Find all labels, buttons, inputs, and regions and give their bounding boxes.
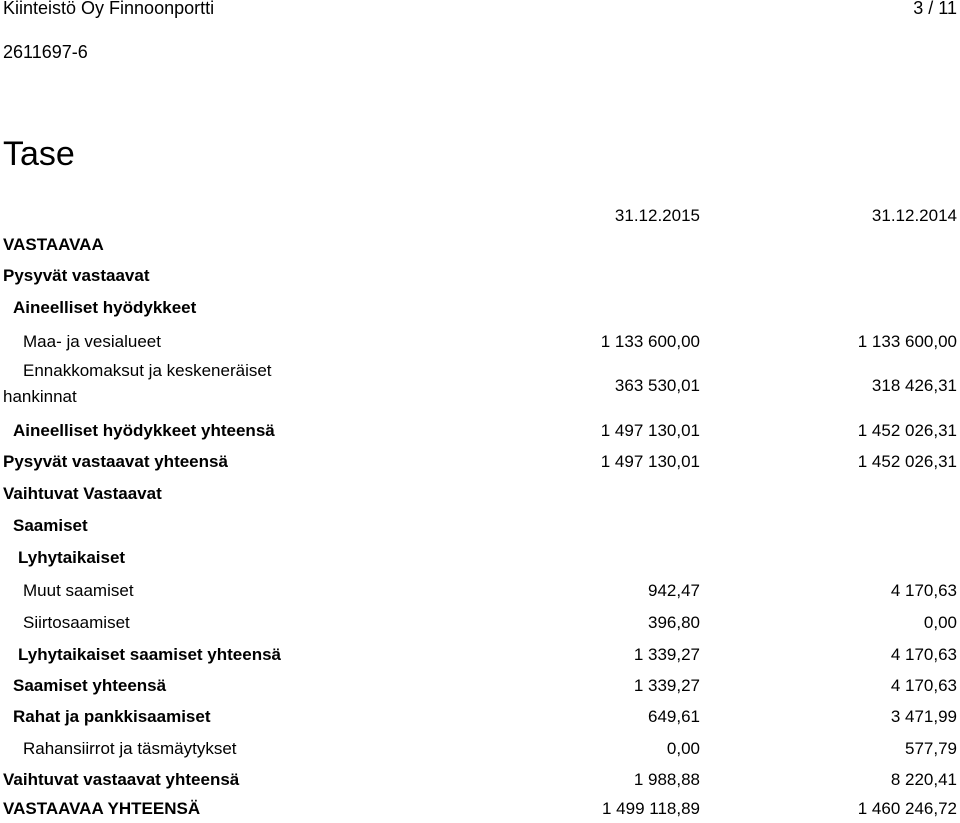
row-label: Lyhytaikaiset <box>18 548 126 567</box>
column-header-2015: 31.12.2015 <box>614 206 700 225</box>
table-row <box>0 235 960 265</box>
value-2014: 1 452 026,31 <box>857 421 957 440</box>
value-2015: 363 530,01 <box>614 376 700 395</box>
table-row <box>0 707 960 737</box>
table-row <box>0 266 960 296</box>
value-2014: 318 426,31 <box>871 376 957 395</box>
value-2015: 1 339,27 <box>633 676 700 695</box>
row-label: Rahat ja pankkisaamiset <box>13 707 211 726</box>
value-2015: 1 497 130,01 <box>600 421 700 440</box>
table-row <box>0 676 960 706</box>
value-2014: 0,00 <box>923 613 957 632</box>
table-row <box>0 484 960 514</box>
value-2014: 3 471,99 <box>890 707 957 726</box>
row-label: Ennakkomaksut ja keskeneräiset <box>23 361 272 380</box>
table-row <box>0 548 960 578</box>
table-row <box>0 799 960 823</box>
value-2015: 1 339,27 <box>633 645 700 664</box>
table-row <box>0 770 960 800</box>
value-2014: 8 220,41 <box>890 770 957 789</box>
row-label: Pysyvät vastaavat <box>3 266 150 285</box>
row-label: Saamiset <box>13 516 88 535</box>
company-name: Kiinteistö Oy Finnoonportti <box>3 0 215 18</box>
page-title: Tase <box>3 135 75 173</box>
table-row <box>0 613 960 643</box>
value-2015: 1 499 118,89 <box>602 799 700 818</box>
table-row <box>0 332 960 362</box>
table-row <box>0 645 960 675</box>
row-label: VASTAAVAA YHTEENSÄ <box>3 799 201 818</box>
business-id: 2611697-6 <box>3 42 88 62</box>
table-row <box>0 421 960 451</box>
row-label: Aineelliset hyödykkeet yhteensä <box>13 421 275 440</box>
row-label-continued: hankinnat <box>3 387 77 406</box>
value-2014: 4 170,63 <box>890 676 957 695</box>
row-label: Siirtosaamiset <box>23 613 130 632</box>
value-2015: 942,47 <box>648 581 700 600</box>
table-row <box>0 452 960 482</box>
row-label: Vaihtuvat Vastaavat <box>3 484 162 503</box>
value-2015: 396,80 <box>648 613 700 632</box>
row-label: Maa- ja vesialueet <box>23 332 161 351</box>
value-2015: 1 133 600,00 <box>600 332 700 351</box>
value-2015: 0,00 <box>666 739 700 758</box>
page-number: 3 / 11 <box>913 0 957 18</box>
table-row <box>0 581 960 611</box>
table-row <box>0 298 960 328</box>
value-2015: 649,61 <box>648 707 700 726</box>
value-2014: 577,79 <box>905 739 957 758</box>
table-row <box>0 739 960 769</box>
row-label: Lyhytaikaiset saamiset yhteensä <box>18 645 282 664</box>
column-header-2014: 31.12.2014 <box>871 206 957 225</box>
row-label: Rahansiirrot ja täsmäytykset <box>23 739 237 758</box>
row-label: Muut saamiset <box>23 581 134 600</box>
value-2015: 1 497 130,01 <box>600 452 700 471</box>
row-label: Aineelliset hyödykkeet <box>13 298 197 317</box>
table-row <box>0 361 960 409</box>
value-2015: 1 988,88 <box>633 770 700 789</box>
value-2014: 4 170,63 <box>890 645 957 664</box>
row-label: Pysyvät vastaavat yhteensä <box>3 452 228 471</box>
row-label: Vaihtuvat vastaavat yhteensä <box>3 770 240 789</box>
row-label: VASTAAVAA <box>3 235 104 254</box>
value-2014: 1 133 600,00 <box>857 332 957 351</box>
row-label: Saamiset yhteensä <box>13 676 167 695</box>
table-row <box>0 516 960 546</box>
value-2014: 1 460 246,72 <box>857 799 957 818</box>
value-2014: 1 452 026,31 <box>857 452 957 471</box>
value-2014: 4 170,63 <box>890 581 957 600</box>
